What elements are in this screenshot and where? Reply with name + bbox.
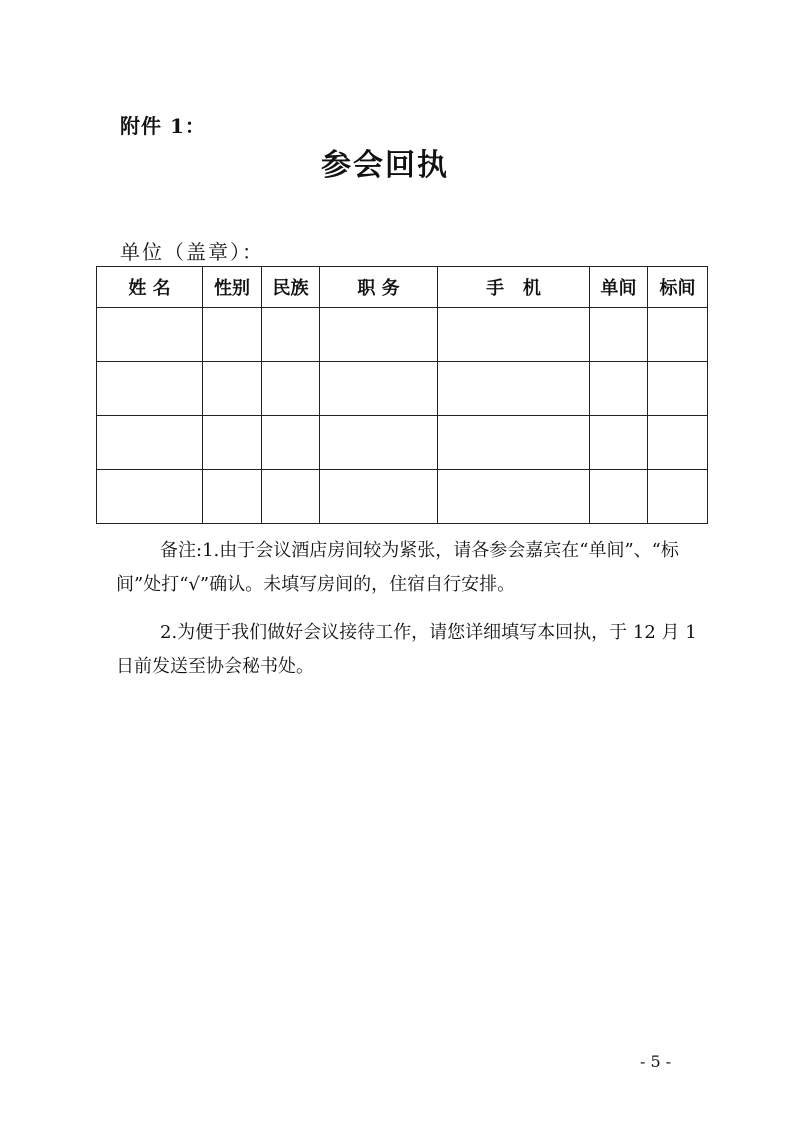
single-room-cell[interactable] [590,470,648,524]
column-header-name: 姓 名 [97,267,203,308]
gender-cell[interactable] [203,362,262,416]
note-submission-deadline-text: 2.为便于我们做好会议接待工作，请您详细填写本回执，于 12 月 1 日前发送至协会秘书处。 [116,622,697,677]
position-cell[interactable] [320,308,438,362]
mobile-cell[interactable] [438,308,590,362]
column-header-single-room: 单间 [590,267,648,308]
name-cell[interactable] [97,362,203,416]
mobile-cell[interactable] [438,470,590,524]
gender-cell[interactable] [203,308,262,362]
column-header-gender: 性别 [203,267,262,308]
document-title: 参会回执 [321,148,449,183]
name-cell[interactable] [97,416,203,470]
position-cell[interactable] [320,416,438,470]
single-room-cell[interactable] [590,362,648,416]
registration-table [96,266,708,524]
ethnicity-cell[interactable] [262,416,320,470]
gender-cell[interactable] [203,470,262,524]
table-header-row [97,267,708,308]
unit-stamp-label: 单位（盖章）： [120,240,264,264]
note-room-booking-text: 备注:1.由于会议酒店房间较为紧张，请各参会嘉宾在“单间”、“标间”处打“√”确认。未填写房间的，住宿自行安排。 [116,540,679,595]
standard-room-cell[interactable] [648,416,708,470]
note-room-booking [116,534,706,602]
ethnicity-cell[interactable] [262,308,320,362]
single-room-cell[interactable] [590,416,648,470]
column-header-ethnicity: 民族 [262,267,320,308]
mobile-cell[interactable] [438,362,590,416]
attachment-label: 附件 1： [120,114,206,138]
name-cell[interactable] [97,470,203,524]
table-row [97,308,708,362]
column-header-standard-room: 标间 [648,267,708,308]
table-row [97,470,708,524]
position-cell[interactable] [320,470,438,524]
column-header-position: 职 务 [320,267,438,308]
standard-room-cell[interactable] [648,308,708,362]
ethnicity-cell[interactable] [262,362,320,416]
ethnicity-cell[interactable] [262,470,320,524]
single-room-cell[interactable] [590,308,648,362]
standard-room-cell[interactable] [648,362,708,416]
page-number: - 5 - [640,1052,672,1071]
mobile-cell[interactable] [438,416,590,470]
note-submission-deadline [116,616,706,684]
table-row [97,362,708,416]
name-cell[interactable] [97,308,203,362]
gender-cell[interactable] [203,416,262,470]
position-cell[interactable] [320,362,438,416]
column-header-mobile: 手 机 [438,267,590,308]
table-row [97,416,708,470]
standard-room-cell[interactable] [648,470,708,524]
